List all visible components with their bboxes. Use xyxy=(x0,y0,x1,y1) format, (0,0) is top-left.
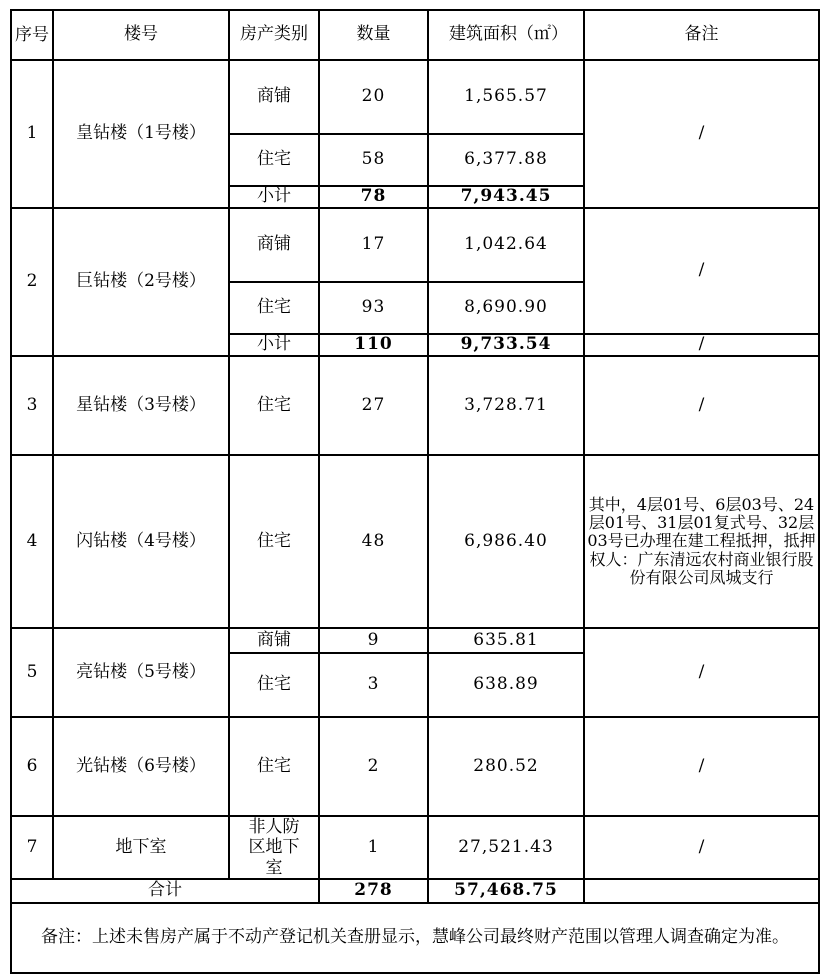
row4-building: 闪钻楼（4号楼） xyxy=(53,455,229,628)
row3-type: 住宅 xyxy=(229,356,319,455)
row3-remark: / xyxy=(584,356,819,455)
row1-subtotal-area: 7,943.45 xyxy=(428,186,584,208)
row5-area-2: 638.89 xyxy=(428,653,584,717)
row2-area-2: 8,690.90 xyxy=(428,282,584,334)
row6-remark: / xyxy=(584,717,819,816)
table-row xyxy=(11,208,819,282)
header-row xyxy=(11,10,819,60)
row2-subtotal-count: 110 xyxy=(319,334,428,356)
header-building: 楼号 xyxy=(53,10,229,60)
row3-area: 3,728.71 xyxy=(428,356,584,455)
table-row xyxy=(11,60,819,134)
row2-seq: 2 xyxy=(11,208,53,356)
total-area: 57,468.75 xyxy=(428,879,584,903)
row6-type: 住宅 xyxy=(229,717,319,816)
header-remark: 备注 xyxy=(584,10,819,60)
row2-remark: / xyxy=(584,208,819,334)
row2-count-1: 17 xyxy=(319,208,428,282)
table-row xyxy=(11,717,819,816)
row4-remark: 其中，4层01号、6层03号、24层01号、31层01复式号、32层03号已办理在建工程抵押，抵押权人：广东清远农村商业银行股份有限公司凤城支行 xyxy=(584,455,819,628)
row7-type: 非人防区地下室 xyxy=(229,816,319,879)
row7-remark: / xyxy=(584,816,819,879)
row6-seq: 6 xyxy=(11,717,53,816)
total-row xyxy=(11,879,819,903)
row2-count-2: 93 xyxy=(319,282,428,334)
table-row xyxy=(11,356,819,455)
footnote-text: 备注：上述未售房产属于不动产登记机关查册显示，慧峰公司最终财产范围以管理人调查确定为准。 xyxy=(11,903,819,973)
row2-area-1: 1,042.64 xyxy=(428,208,584,282)
unsold-property-table xyxy=(10,9,820,974)
row5-count-1: 9 xyxy=(319,628,428,653)
total-count: 278 xyxy=(319,879,428,903)
row5-seq: 5 xyxy=(11,628,53,717)
row1-type-1: 商铺 xyxy=(229,60,319,134)
row1-count-2: 58 xyxy=(319,134,428,186)
table-row xyxy=(11,816,819,879)
row1-subtotal-label: 小计 xyxy=(229,186,319,208)
row1-remark: / xyxy=(584,60,819,208)
row7-count: 1 xyxy=(319,816,428,879)
row7-seq: 7 xyxy=(11,816,53,879)
header-seq: 序号 xyxy=(11,10,53,60)
row1-type-2: 住宅 xyxy=(229,134,319,186)
row3-count: 27 xyxy=(319,356,428,455)
row5-remark: / xyxy=(584,628,819,717)
row6-count: 2 xyxy=(319,717,428,816)
row3-seq: 3 xyxy=(11,356,53,455)
row2-subtotal-area: 9,733.54 xyxy=(428,334,584,356)
table-row xyxy=(11,628,819,653)
row4-type: 住宅 xyxy=(229,455,319,628)
row2-type-1: 商铺 xyxy=(229,208,319,282)
header-type: 房产类别 xyxy=(229,10,319,60)
row5-count-2: 3 xyxy=(319,653,428,717)
row6-building: 光钻楼（6号楼） xyxy=(53,717,229,816)
row4-area: 6,986.40 xyxy=(428,455,584,628)
row7-building: 地下室 xyxy=(53,816,229,879)
row5-type-2: 住宅 xyxy=(229,653,319,717)
row2-building: 巨钻楼（2号楼） xyxy=(53,208,229,356)
header-count: 数量 xyxy=(319,10,428,60)
row4-seq: 4 xyxy=(11,455,53,628)
row2-type-2: 住宅 xyxy=(229,282,319,334)
row4-count: 48 xyxy=(319,455,428,628)
row3-building: 星钻楼（3号楼） xyxy=(53,356,229,455)
row1-area-2: 6,377.88 xyxy=(428,134,584,186)
total-label: 合计 xyxy=(11,879,319,903)
row7-area: 27,521.43 xyxy=(428,816,584,879)
table-row xyxy=(11,455,819,628)
row5-area-1: 635.81 xyxy=(428,628,584,653)
row1-subtotal-count: 78 xyxy=(319,186,428,208)
row2-subtotal-remark: / xyxy=(584,334,819,356)
footnote-row xyxy=(11,903,819,973)
row5-building: 亮钻楼（5号楼） xyxy=(53,628,229,717)
row6-area: 280.52 xyxy=(428,717,584,816)
row2-subtotal-label: 小计 xyxy=(229,334,319,356)
total-remark-empty xyxy=(584,879,819,903)
row5-type-1: 商铺 xyxy=(229,628,319,653)
row1-count-1: 20 xyxy=(319,60,428,134)
row1-seq: 1 xyxy=(11,60,53,208)
row1-building: 皇钻楼（1号楼） xyxy=(53,60,229,208)
header-area: 建筑面积（㎡） xyxy=(428,10,584,60)
row1-area-1: 1,565.57 xyxy=(428,60,584,134)
